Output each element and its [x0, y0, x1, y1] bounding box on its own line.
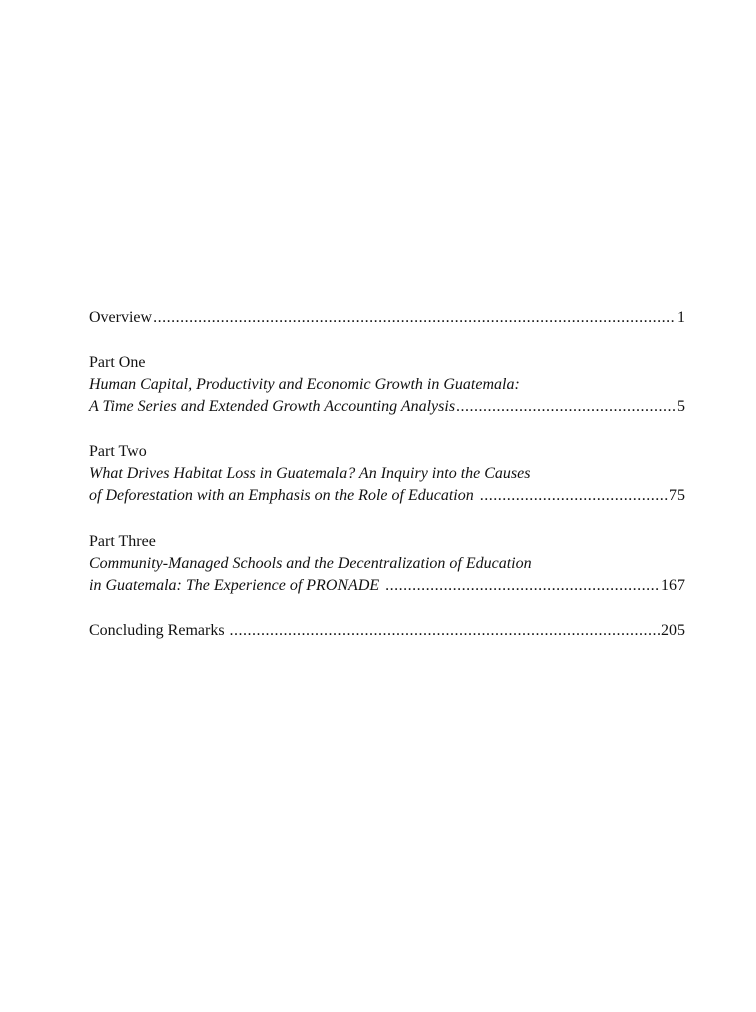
page-number: 75	[669, 487, 685, 504]
part-title-line2: in Guatemala: The Experience of PRONADE	[89, 577, 380, 594]
leader-dots	[385, 575, 660, 597]
toc-entry-part-one	[89, 352, 685, 418]
part-title-line1: What Drives Habitat Loss in Guatemala? An Inquiry into the Causes	[89, 465, 531, 482]
part-title-line2: A Time Series and Extended Growth Accounting Analysis	[89, 398, 456, 415]
leader-dots	[480, 485, 668, 507]
leader-dots	[230, 620, 660, 642]
part-title-line2: of Deforestation with an Emphasis on the Role of Education	[89, 487, 474, 504]
part-label: Part Three	[89, 533, 156, 550]
part-label: Part One	[89, 354, 146, 371]
page-number: 1	[677, 309, 685, 326]
page-number: 5	[677, 398, 685, 415]
entry-title: Concluding Remarks	[89, 622, 225, 639]
part-title-line1: Community-Managed Schools and the Decentralization of Education	[89, 555, 532, 572]
part-title-line1: Human Capital, Productivity and Economic Growth in Guatemala:	[89, 376, 520, 393]
part-label: Part Two	[89, 443, 147, 460]
toc-entry-overview	[89, 307, 685, 329]
toc-entry-concluding-remarks	[89, 620, 685, 642]
entry-title: Overview	[89, 309, 153, 326]
leader-dots	[456, 396, 676, 418]
leader-dots	[153, 307, 676, 329]
table-of-contents	[89, 307, 685, 642]
toc-entry-part-three	[89, 531, 685, 597]
page-number: 167	[661, 577, 685, 594]
page-number: 205	[661, 622, 685, 639]
toc-entry-part-two	[89, 441, 685, 507]
